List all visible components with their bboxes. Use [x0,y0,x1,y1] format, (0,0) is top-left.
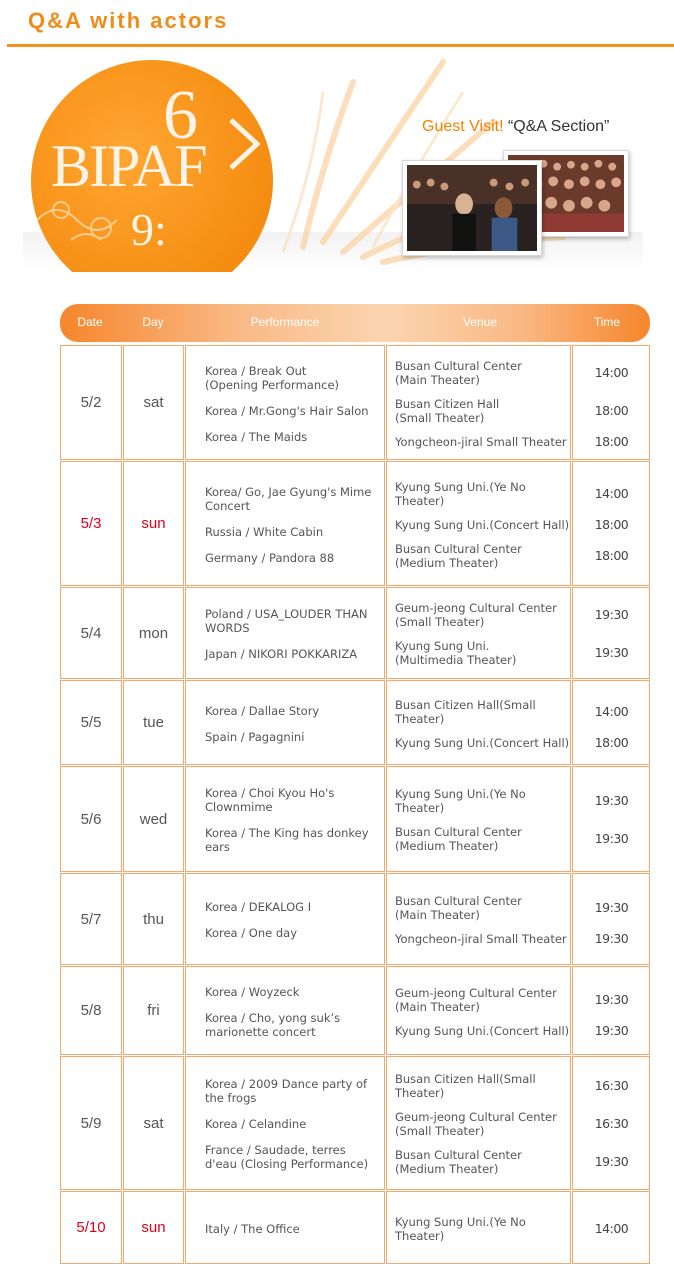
guest-visit-label: Guest Visit! [422,118,504,135]
time-value: 18:00 [594,433,629,449]
date-cell: 5/7 [60,873,122,965]
time-cell [572,1056,650,1190]
performance-entry: Korea / 2009 Dance party of the frogs [205,1077,368,1105]
day-cell: fri [123,966,184,1055]
time-value: 18:00 [594,516,629,532]
performance-entry: Korea / Celandine [205,1117,307,1131]
venue-entry: Busan Citizen Hall(Small Theater) [395,697,536,726]
day-cell: sat [123,345,184,460]
section-label: “Q&A Section” [507,118,610,135]
date-cell: 5/2 [60,345,122,460]
performance-entry: Korea / Cho, yong suk’s marionette concert [205,1010,341,1039]
day-cell: sat [123,1056,184,1190]
logo-ornament [31,60,273,272]
guest-visit-caption [422,118,609,136]
venue-entry: Yongcheon-jiral Small Theater [395,932,567,946]
svg-text:9:: 9: [131,204,167,255]
venue-cell [386,680,571,765]
header-date: Date [77,315,103,329]
time-cell [572,587,650,679]
performance-cell [185,1056,385,1190]
performance-entry: Korea / Woyzeck [205,984,300,999]
performance-entry: Japan / NIKORI POKKARIZA [205,647,358,661]
date-cell: 5/6 [60,766,122,872]
venue-entry: Busan Citizen Hall (Small Theater) [395,396,500,425]
date-cell: 5/9 [60,1056,122,1190]
venue-cell [386,966,571,1055]
date-cell: 5/8 [60,966,122,1055]
performance-entry: Korea / DEKALOG I [205,900,312,914]
venue-entry: Kyung Sung Uni.(Ye No Theater) [395,787,526,815]
venue-cell [386,587,571,679]
time-value: 19:30 [594,1022,629,1038]
time-value: 19:30 [594,991,629,1007]
venue-entry: Busan Cultural Center (Medium Theater) [395,825,522,853]
time-value: 18:00 [594,402,629,418]
performance-entry: Korea / Break Out (Opening Performance) [205,363,340,392]
time-cell [572,461,650,586]
venue-entry: Kyung Sung Uni. (Multimedia Theater) [395,639,517,667]
performance-entry: Italy / The Office [205,1221,300,1236]
time-value: 14:00 [594,364,629,380]
day-cell: sun [123,1191,184,1264]
venue-entry: Geum-jeong Cultural Center (Small Theater) [395,601,557,629]
time-value: 19:30 [594,793,629,808]
day-cell: wed [123,766,184,872]
performance-entry: Korea/ Go, Jae Gyung's Mime Concert [205,484,372,513]
time-value: 18:00 [594,734,629,750]
performance-cell [185,873,385,965]
day-cell: mon [123,587,184,679]
time-value: 19:30 [594,1154,629,1169]
performance-entry: Korea / Dallae Story [205,703,320,718]
header-time: Time [593,315,621,329]
venue-entry: Kyung Sung Uni.(Ye No Theater) [395,479,526,508]
venue-entry: Busan Cultural Center (Medium Theater) [395,1148,522,1176]
time-value: 18:00 [594,547,629,563]
performance-cell [185,680,385,765]
title-divider [7,44,674,47]
performance-cell [185,461,385,586]
venue-entry: Kyung Sung Uni.(Concert Hall) [395,1023,570,1038]
performance-entry: Germany / Pandora 88 [205,550,335,565]
date-cell: 5/5 [60,680,122,765]
time-value: 16:30 [594,1078,629,1093]
time-value: 19:30 [594,931,629,946]
venue-cell [386,1056,571,1190]
venue-cell [386,1191,571,1264]
time-value: 14:00 [594,1220,629,1236]
actors-photo [402,160,542,256]
bipaf-logo [31,60,273,272]
performance-entry: Spain / Pagagnini [205,729,305,744]
time-value: 14:00 [594,703,629,719]
performance-entry: Poland / USA_LOUDER THAN WORDS [205,607,368,635]
performance-cell [185,766,385,872]
performance-entry: Russia / White Cabin [205,524,324,539]
day-cell: thu [123,873,184,965]
time-value: 19:30 [594,607,629,622]
venue-cell [386,766,571,872]
performance-entry: France / Saudade, terres d'eau (Closing Performance) [205,1143,369,1171]
time-cell [572,766,650,872]
performance-entry: Korea / The King has donkey ears [205,826,369,854]
performance-cell [185,587,385,679]
page-title: Q&A with actors [28,8,229,33]
time-cell [572,873,650,965]
performance-cell [185,966,385,1055]
venue-entry: Geum-jeong Cultural Center (Small Theater) [395,1110,557,1138]
time-value: 19:30 [594,831,629,846]
time-value: 19:30 [594,645,629,660]
venue-entry: Kyung Sung Uni.(Concert Hall) [395,517,570,532]
header-day: Day [142,315,164,329]
performance-entry: Korea / Choi Kyou Ho's Clownmime [205,786,335,814]
date-cell: 5/3 [60,461,122,586]
time-cell [572,966,650,1055]
time-value: 16:30 [594,1116,629,1131]
venue-entry: Busan Cultural Center (Main Theater) [395,358,522,387]
time-cell [572,680,650,765]
venue-entry: Geum-jeong Cultural Center (Main Theater) [395,985,557,1014]
logo-text: BIPAF [51,133,206,199]
time-cell [572,345,650,460]
performance-entry: Korea / The Maids [205,429,308,444]
time-value: 19:30 [594,900,629,915]
performance-cell [185,345,385,460]
time-cell [572,1191,650,1264]
performance-entry: Korea / One day [205,926,298,940]
time-value: 14:00 [594,485,629,501]
venue-cell [386,873,571,965]
venue-entry: Kyung Sung Uni.(Ye No Theater) [395,1214,526,1243]
venue-entry: Busan Citizen Hall(Small Theater) [395,1072,536,1100]
header-venue: Venue [462,315,498,329]
header-performance: Performance [250,315,320,329]
date-cell: 5/10 [60,1191,122,1264]
svg-text:6: 6 [163,77,198,154]
venue-cell [386,461,571,586]
performance-cell [185,1191,385,1264]
performance-entry: Korea / Mr.Gong's Hair Salon [205,403,369,418]
venue-entry: Busan Cultural Center (Medium Theater) [395,541,522,570]
table-header [60,304,650,342]
date-cell: 5/4 [60,587,122,679]
venue-cell [386,345,571,460]
venue-entry: Yongcheon-jiral Small Theater [395,434,567,449]
venue-entry: Kyung Sung Uni.(Concert Hall) [395,735,570,750]
day-cell: sun [123,461,184,586]
day-cell: tue [123,680,184,765]
venue-entry: Busan Cultural Center (Main Theater) [395,894,522,922]
